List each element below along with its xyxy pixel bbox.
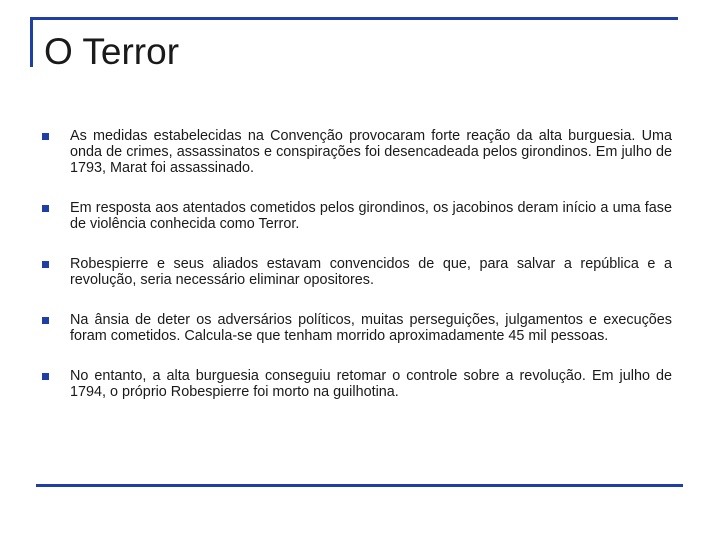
- bullet-item: [42, 256, 672, 288]
- bullet-item: [42, 128, 672, 176]
- bullet-emphasis: Terror: [258, 216, 296, 232]
- square-bullet-icon: [42, 373, 49, 380]
- bullet-text-end: .: [295, 216, 300, 232]
- bullet-text: As medidas estabelecidas na Convenção provocaram forte reação da alta burguesia. Uma onda de crimes, assassinatos e conspirações foi desencadeada pelos girondinos. Em julho de 1793, Marat foi assassinado.: [70, 128, 672, 176]
- bullet-text: No entanto, a alta burguesia conseguiu retomar o controle sobre a revolução. Em julho de 1794, o próprio Robespierre foi morto na guilhotina.: [70, 368, 672, 400]
- bullet-item: [42, 368, 672, 400]
- bottom-rule-line: [36, 484, 683, 487]
- bullet-item: [42, 312, 672, 344]
- title-frame-top-line: [30, 17, 678, 20]
- title-frame-left-line: [30, 17, 33, 67]
- bullet-text: Na ânsia de deter os adversários políticos, muitas perseguições, julgamentos e execuções foram cometidos. Calcula-se que tenham morrido aproximadamente 45 mil pessoas.: [70, 312, 672, 344]
- square-bullet-icon: [42, 133, 49, 140]
- bullet-text: Robespierre e seus aliados estavam convencidos de que, para salvar a república e a revolução, seria necessário eliminar opositores.: [70, 256, 672, 288]
- bullet-list: [42, 128, 672, 424]
- square-bullet-icon: [42, 317, 49, 324]
- bullet-text: Em resposta aos atentados cometidos pelos girondinos, os jacobinos deram início a uma fase de violência conhecida como: [70, 200, 672, 232]
- slide-title: O Terror: [44, 31, 180, 72]
- square-bullet-icon: [42, 261, 49, 268]
- square-bullet-icon: [42, 205, 49, 212]
- bullet-item: [42, 200, 672, 232]
